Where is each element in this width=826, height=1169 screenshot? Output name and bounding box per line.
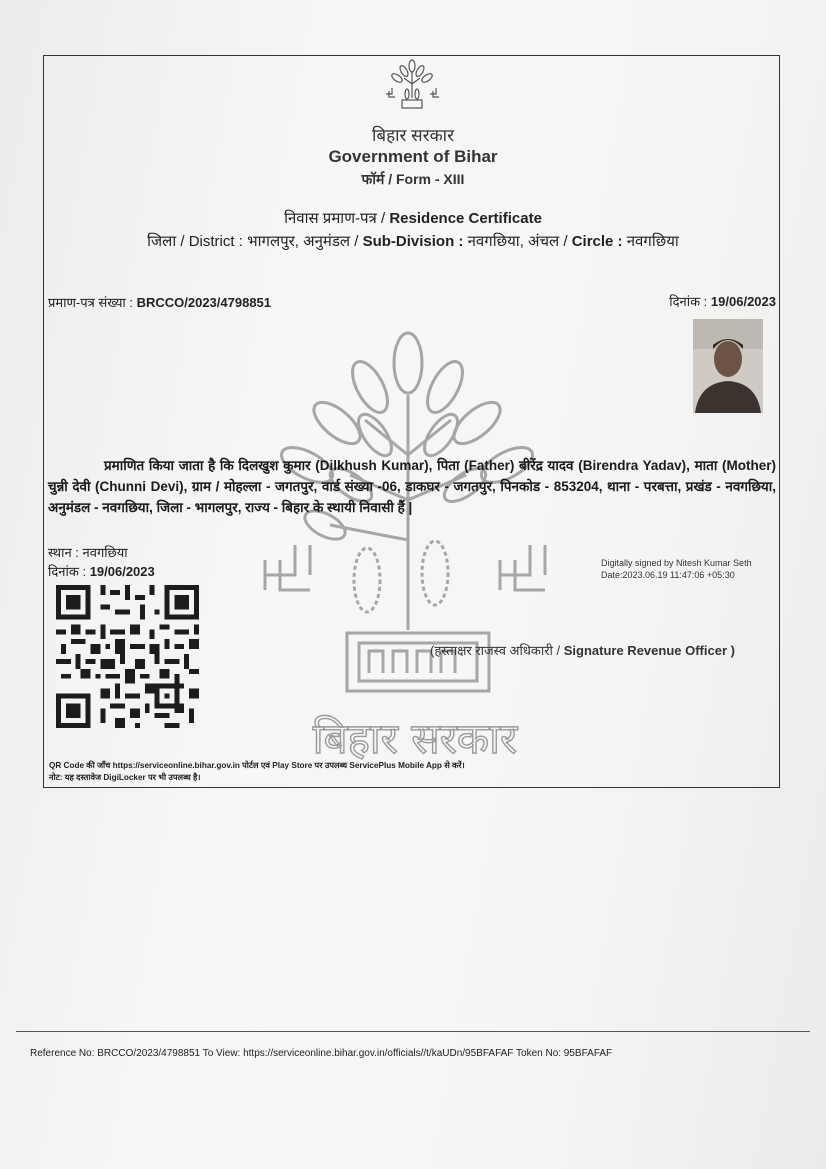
issue-date [669,292,776,310]
signature-label-english: Signature Revenue Officer ) [563,643,735,658]
circle-value: नवगछिया [626,233,679,250]
certificate-title-hindi: निवास प्रमाण-पत्र / [284,210,386,227]
signature-label-hindi: (हस्ताक्षर राजस्व अधिकारी / [430,643,561,658]
digital-signature-signer: Digitally signed by Nitesh Kumar Seth [601,558,752,568]
place-date-line [48,562,155,580]
bihar-emblem-watermark [255,325,575,765]
digital-signature-date: Date:2023.06.19 11:47:06 +05:30 [601,570,735,580]
cert-no-label: प्रमाण-पत्र संख्या : [48,295,133,310]
qr-note-line-1: QR Code की जाँच https://serviceonline.bihar.gov.in पोर्टल एवं Play Store पर उपलब्ध ServicePlus Mobile App से करें। [49,761,465,770]
place-date-label: दिनांक : [48,564,87,579]
subdivision-value: नवगछिया, अंचल / [467,233,568,250]
certificate-number [48,293,271,311]
district-value: भागलपुर, अनुमंडल / [247,233,359,250]
circle-label: Circle : [571,233,623,250]
header-title-hindi: बिहार सरकार [371,126,455,145]
district-label: जिला / District : [147,233,243,250]
signature-line [430,641,735,659]
subdivision-label: Sub-Division : [362,233,464,250]
certificate-body: प्रमाणित किया जाता है कि दिलखुश कुमार (Dilkhush Kumar), पिता (Father) बीरेंद्र यादव (Birendra Yadav), माता (Mother) चुन्नी देवी (Chunni Devi), ग्राम / मोहल्ला - जगतपुर, वार्ड संख्या -06, डाकघर - जगतपुर, पिनकोड - 853204, थाना - परबत्ता, प्रखंड - नवगछिया, अनुमंडल - नवगछिया, जिला - भागलपुर, राज्य - बिहार के स्थायी निवासी हैं | [48,458,776,515]
certificate-title [0,208,826,228]
jurisdiction-line [0,231,826,251]
qr-note-line-2: नोट: यह दस्तावेज DigiLocker पर भी उपलब्ध है। [49,773,201,782]
issue-date-value: 19/06/2023 [710,294,776,309]
digital-signature [601,557,752,581]
header-title-english: Government of Bihar [328,147,498,166]
bihar-emblem-icon [380,58,444,114]
qr-code[interactable] [54,585,201,728]
place-line: स्थान : नवगछिया [48,545,128,560]
applicant-photo [693,319,763,413]
certificate-title-english: Residence Certificate [389,210,542,227]
qr-verification-note [49,760,465,784]
cert-no-value: BRCCO/2023/4798851 [136,295,272,310]
form-number: फॉर्म / Form - XIII [361,171,465,187]
footer-divider [16,1031,810,1032]
reference-line: Reference No: BRCCO/2023/4798851 To View: https://serviceonline.bihar.gov.in/officials//t/kaUDn/95BFAFAF Token No: 95BFAFAF [30,1048,613,1059]
watermark-text: बिहार सरकार [312,714,518,763]
place-date-value: 19/06/2023 [89,564,155,579]
issue-date-label: दिनांक : [669,294,708,309]
